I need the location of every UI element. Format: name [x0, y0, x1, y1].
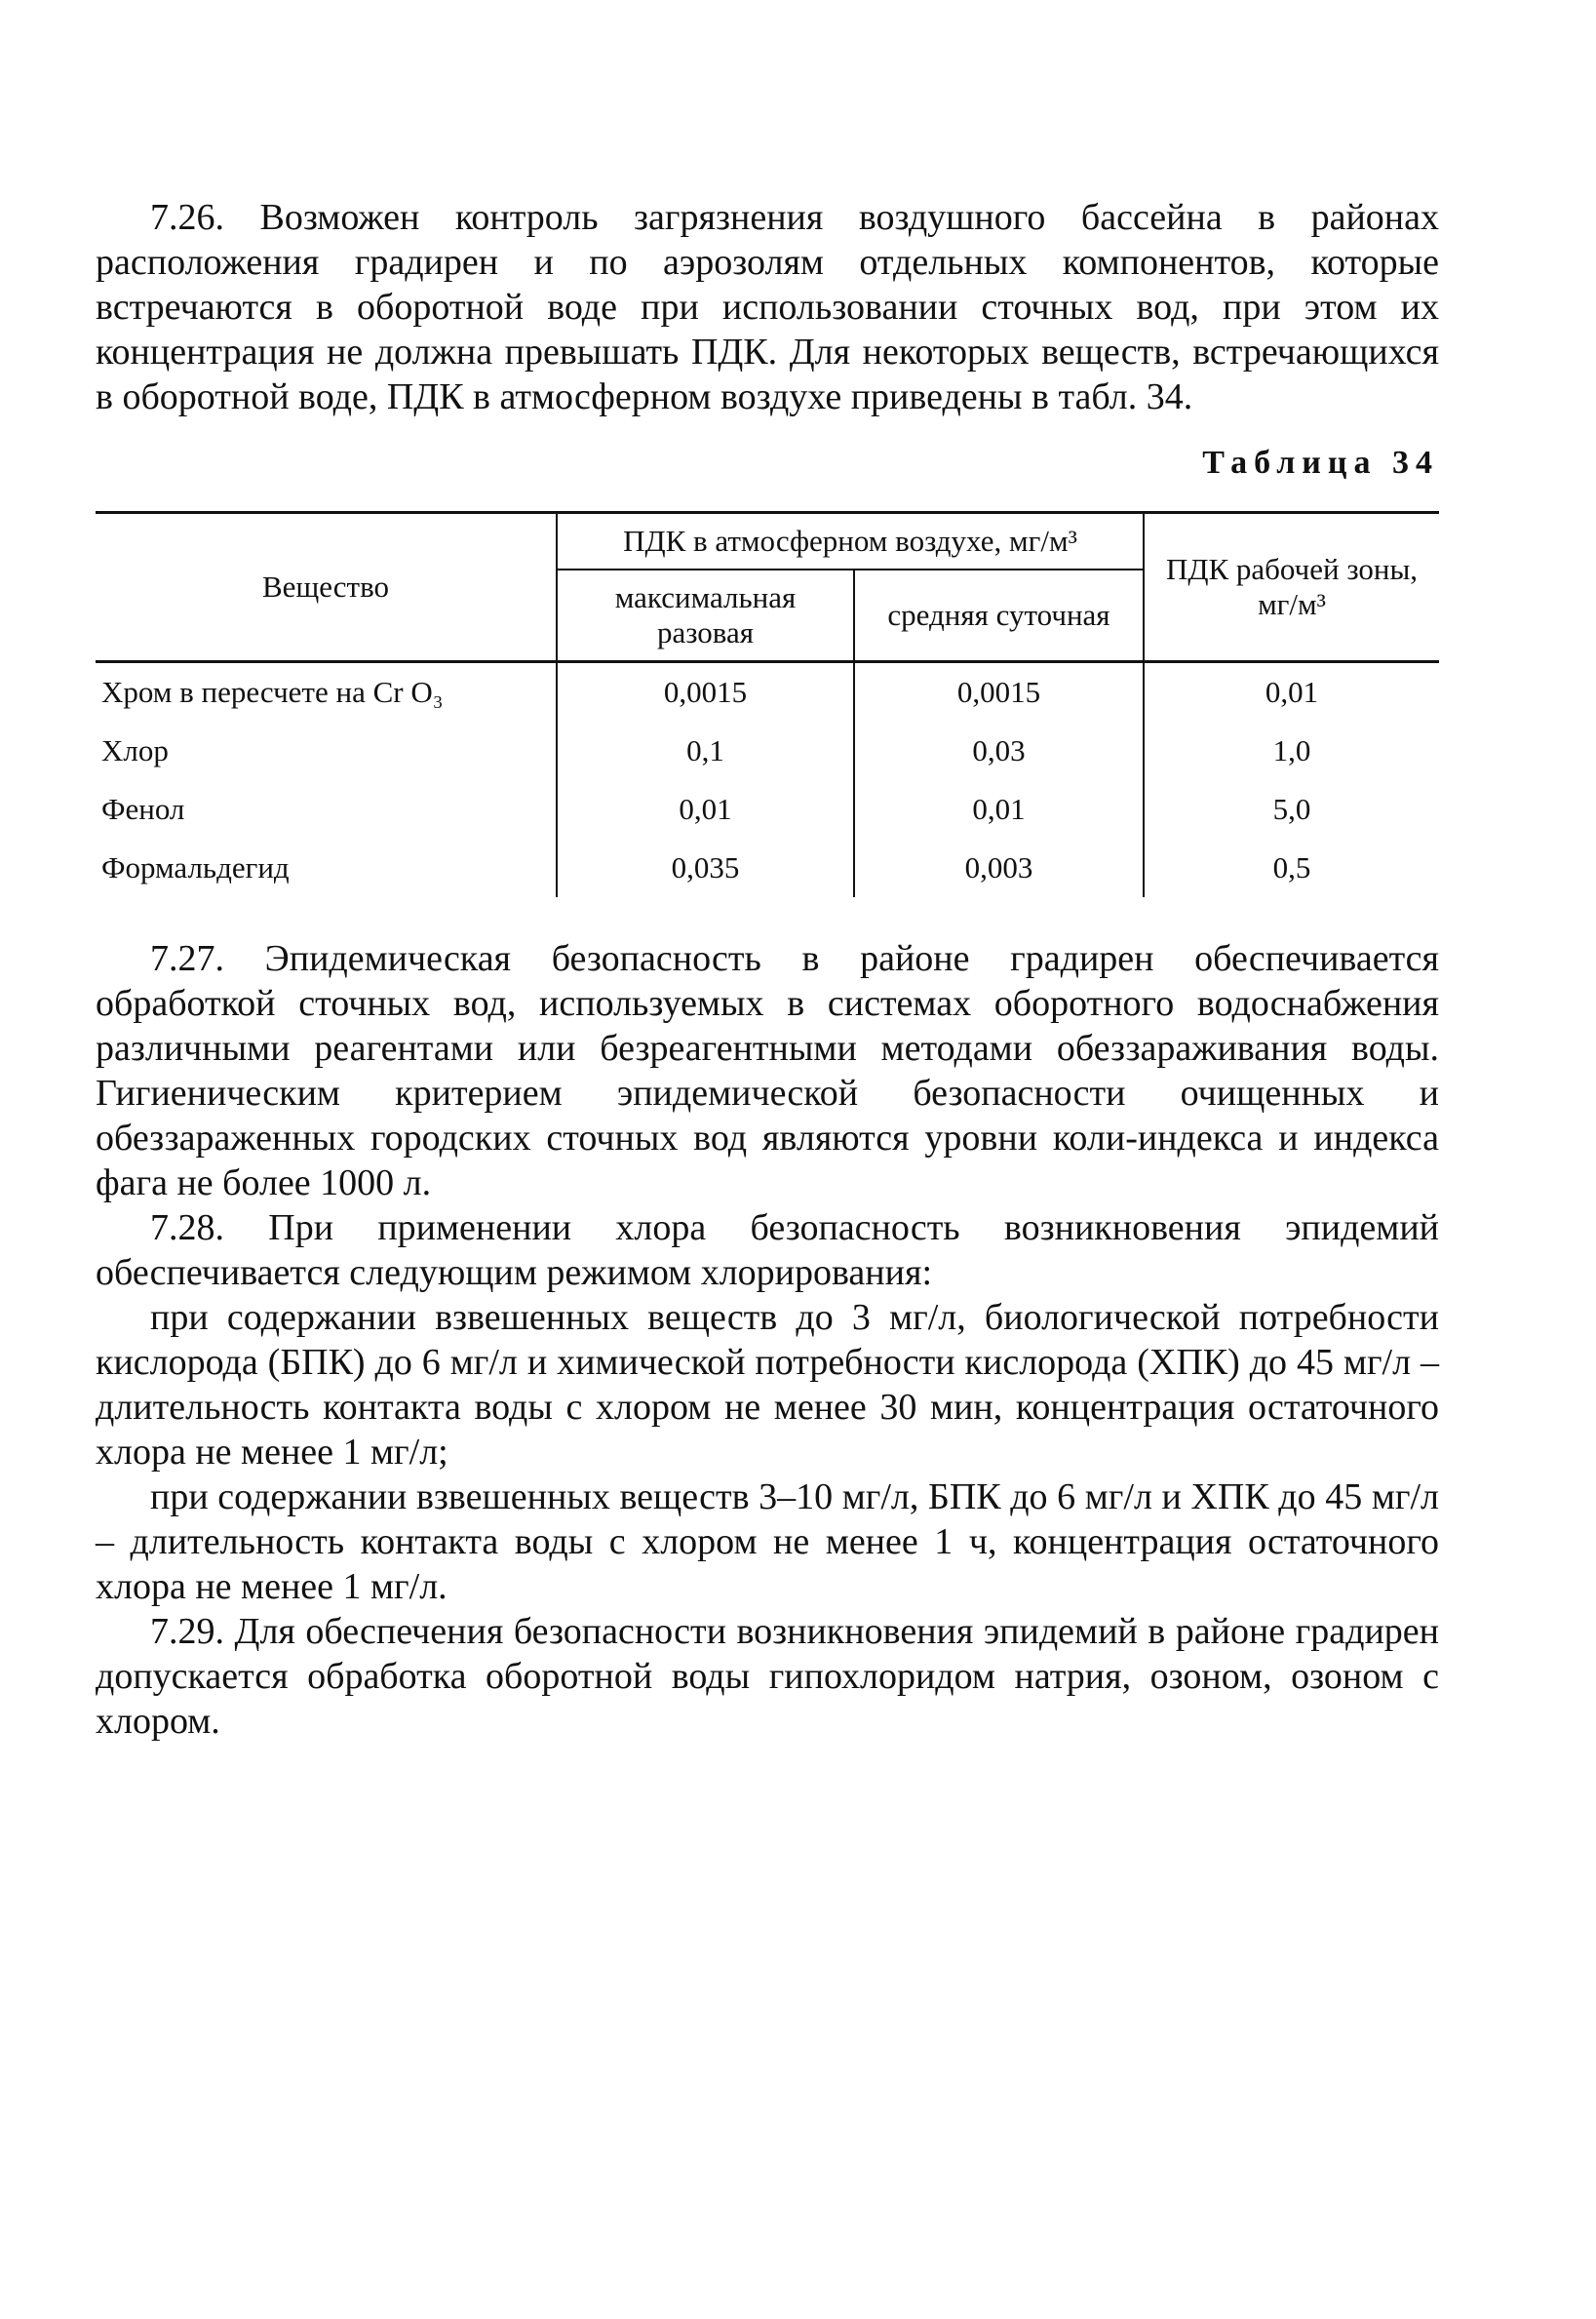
cell-work: 0,01 — [1144, 662, 1439, 723]
cell-substance: Формальдегид — [101, 850, 290, 884]
table-row — [96, 839, 1439, 897]
cell-max: 0,0015 — [557, 662, 854, 723]
cell-substance: Хром в пересчете на Cr O₃ — [101, 675, 444, 709]
table-row — [96, 662, 1439, 723]
paragraph-7-28-item-2: при содержании взвешенных веществ 3–10 мг/л, БПК до 6 мг/л и ХПК до 45 мг/л – длительность контакта воды с хлором не менее 1 ч, концентрация остаточного хлора не менее 1 мг/л. — [96, 1476, 1439, 1607]
header-substance: Вещество — [96, 513, 557, 662]
table-34 — [96, 511, 1439, 897]
cell-avg: 0,03 — [854, 722, 1144, 780]
header-atm-group: ПДК в атмосферном воздухе, мг/м³ — [557, 513, 1144, 570]
cell-max: 0,035 — [557, 839, 854, 897]
cell-avg: 0,003 — [854, 839, 1144, 897]
paragraph-7-27: 7.27. Эпидемическая безопасность в районе градирен обеспечивается обработкой сточных вод, используемых в системах оборотного водоснабжения различными реагентами или безреагентными методами обеззараживания воды. Гигиеническим критерием эпидемической безопасности очищенных и обеззараженных городских сточных вод являются уровни коли-индекса и индекса фага не более 1000 л. — [96, 938, 1439, 1203]
paragraph-7-29: 7.29. Для обеспечения безопасности возникновения эпидемий в районе градирен допускается обработка оборотной воды гипохлоридом натрия, озоном, озоном с хлором. — [96, 1611, 1439, 1742]
header-max-once: максимальная разовая — [557, 570, 854, 662]
cell-work: 0,5 — [1144, 839, 1439, 897]
cell-max: 0,1 — [557, 722, 854, 780]
paragraph-7-28: 7.28. При применении хлора безопасность возникновения эпидемий обеспечивается следующим режимом хлорирования: — [96, 1207, 1439, 1293]
cell-work: 1,0 — [1144, 722, 1439, 780]
table-row — [96, 722, 1439, 780]
cell-max: 0,01 — [557, 780, 854, 839]
cell-work: 5,0 — [1144, 780, 1439, 839]
table-row — [96, 780, 1439, 839]
document-page — [96, 195, 1439, 1744]
cell-substance: Фенол — [101, 792, 185, 826]
header-work-zone: ПДК рабочей зоны, мг/м³ — [1144, 513, 1439, 662]
cell-avg: 0,0015 — [854, 662, 1144, 723]
paragraph-7-28-item-1: при содержании взвешенных веществ до 3 мг/л, биологической потребности кислорода (БПК) до 6 мг/л и химической потребности кислорода (ХПК) до 45 мг/л – длительность контакта воды с хлором не менее 30 мин, концентрация остаточного хлора не менее 1 мг/л; — [96, 1297, 1439, 1473]
cell-substance: Хлор — [101, 733, 169, 767]
header-avg-daily: средняя суточная — [854, 570, 1144, 662]
cell-avg: 0,01 — [854, 780, 1144, 839]
table-caption: Таблица 34 — [1202, 445, 1439, 481]
paragraph-7-26: 7.26. Возможен контроль загрязнения воздушного бассейна в районах расположения градирен и по аэрозолям отдельных компонентов, которые встречаются в оборотной воде при использовании сточных вод, при этом их концентрация не должна превышать ПДК. Для некоторых веществ, встречающихся в оборотной воде, ПДК в атмосферном воздухе приведены в табл. 34. — [96, 197, 1439, 417]
